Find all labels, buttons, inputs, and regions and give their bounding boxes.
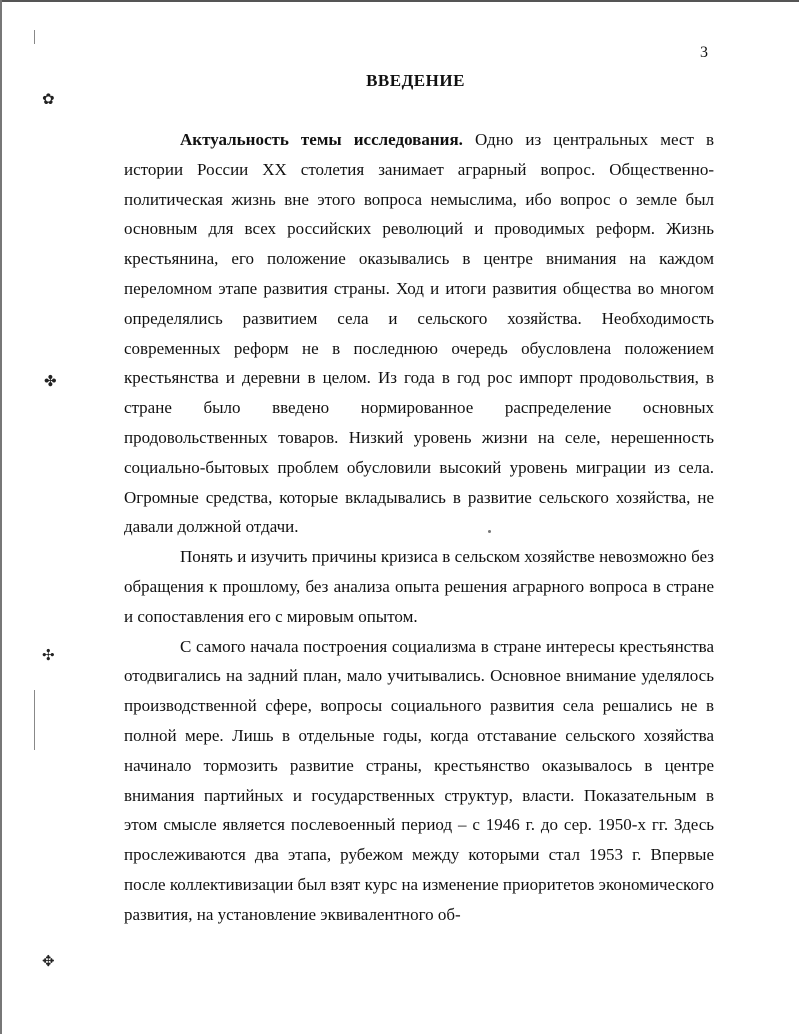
scan-artifact bbox=[34, 690, 35, 750]
paragraph-text: Одно из центральных мест в истории России XX столетия занимает аграрный вопрос. Общественно-политическая жизнь вне этого вопроса немыслима, ибо вопрос о земле был основным для всех российских революций и проводимых реформ. Жизнь крестьянина, его положение оказывались в центре внимания на каждом переломном этапе развития страны. Ход и итоги развития общества во многом определялись развитием села и сельского хозяйства. Необходимость современных реформ не в последнюю очередь обусловлена положением крестьянства и деревни в целом. Из года в год рос импорт продовольствия, в стране было введено нормированное распределение основных продовольственных товаров. Низкий уровень жизни на селе, нерешенность социально-бытовых проблем обусловили высокий уровень миграции из села. Огромные средства, которые вкладывались в развитие сельского хозяйства, не давали должной отдачи. bbox=[124, 130, 715, 537]
scan-artifact bbox=[34, 30, 35, 44]
paragraph-lead: Актуальность темы исследования. bbox=[180, 130, 463, 149]
binding-hole-mark-icon: ✣ bbox=[42, 646, 55, 664]
paragraph-text: С самого начала построения социализма в стране интересы крестьянства отодвигались на задний план, мало учитывались. Основное внимание уделялось производственной сфере, вопросы социального развития села решались не в полной мере. Лишь в отдельные годы, когда отставание сельского хозяйства начинало тормозить развитие страны, крестьянство оказывалось в центре внимания партийных и государственных структур, власти. Показательным в этом смысле является послевоенный период – с 1946 г. до сер. 1950-х гг. Здесь прослеживаются два этапа, рубежом между которыми стал 1953 г. Впервые после коллективизации был взят курс на изменение приоритетов экономического развития, на установление эквивалентного об- bbox=[124, 636, 714, 924]
paragraph-text: Понять и изучить причины кризиса в сельском хозяйстве невозможно без обращения к прошлому, без анализа опыта решения аграрного вопроса в стране и сопоставления его с мировым опытом. bbox=[124, 547, 714, 626]
paragraph-socialism bbox=[124, 632, 714, 930]
document-body bbox=[124, 125, 714, 930]
page-number: 3 bbox=[700, 44, 708, 61]
binding-hole-mark-icon: ✤ bbox=[44, 372, 57, 390]
binding-hole-mark-icon: ✿ bbox=[42, 90, 55, 108]
scan-left-edge bbox=[0, 0, 2, 1034]
scan-top-edge bbox=[0, 0, 799, 2]
paragraph-relevance bbox=[124, 125, 714, 542]
binding-hole-mark-icon: ✥ bbox=[42, 952, 55, 970]
page-title: ВВЕДЕНИЕ bbox=[366, 71, 465, 90]
paragraph-crisis-causes bbox=[124, 542, 714, 631]
